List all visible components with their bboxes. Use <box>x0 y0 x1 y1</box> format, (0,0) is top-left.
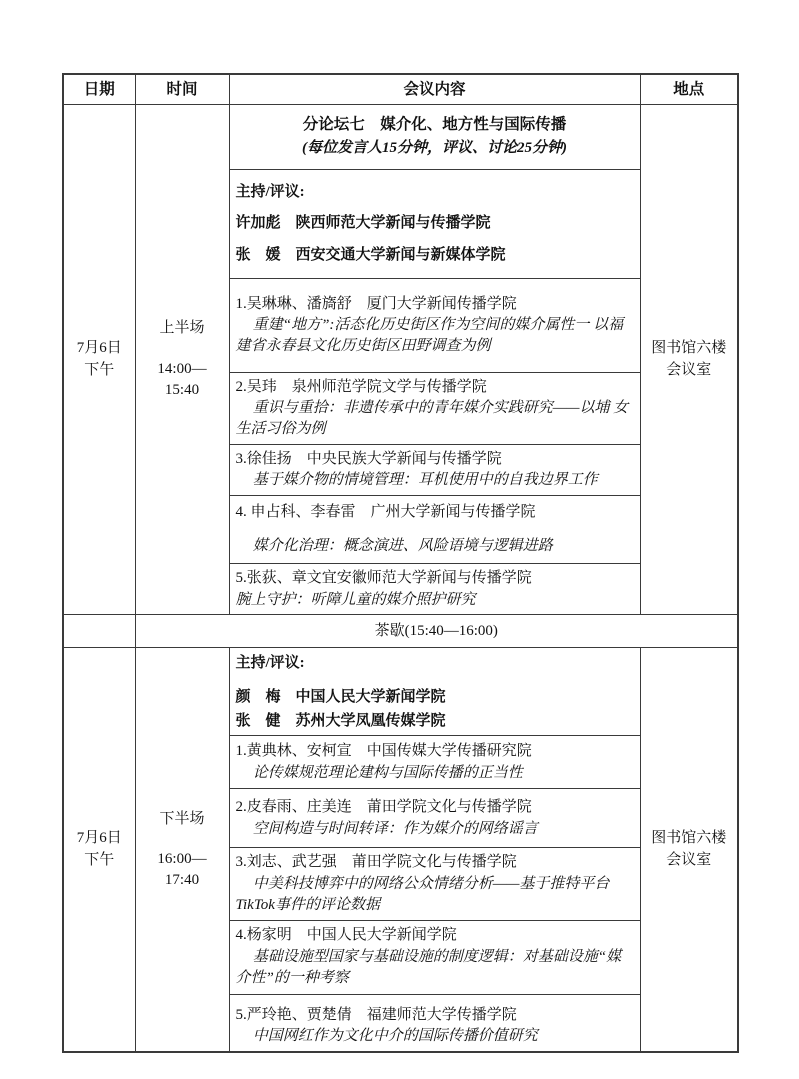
session1-item3-cell <box>229 444 640 495</box>
item-title: 空间构造与时间转译：作为媒介的网络谣言 <box>252 820 538 837</box>
session2-item5-cell <box>229 994 640 1052</box>
session2-item3-cell <box>229 848 640 920</box>
session2-item1-cell <box>229 736 640 789</box>
chair-line: 张 媛 西安交通大学新闻与新媒体学院 <box>235 246 506 263</box>
item-title: 基于媒介物的情境管理：耳机使用中的自我边界工作 <box>252 472 598 489</box>
session2-chair-row <box>63 648 738 736</box>
chair-line: 许加彪 陕西师范大学新闻与传播学院 <box>235 215 491 232</box>
chair-line: 张 健 苏州大学凤凰传媒学院 <box>235 712 446 729</box>
session1-time-cell <box>135 104 229 615</box>
item-authors: 1.黄典林、安柯宣 中国传媒大学传播研究院 <box>235 743 532 760</box>
col-header-location: 地点 <box>640 74 738 104</box>
session2-location-line1: 图书馆六楼 <box>651 830 727 847</box>
session1-item2-cell <box>229 372 640 444</box>
item-authors: 2.吴玮 泉州师范学院文学与传播学院 <box>235 378 487 395</box>
session2-date-line1: 7月6日 <box>76 830 122 847</box>
item-authors: 4. 申占科、李春雷 广州大学新闻与传播学院 <box>235 504 536 521</box>
tea-break-row <box>63 615 738 648</box>
chair-label: 主持/评议: <box>235 183 305 200</box>
conference-schedule-table <box>62 73 739 1053</box>
forum-title-cell <box>229 104 640 169</box>
session1-item4-cell <box>229 496 640 564</box>
item-authors: 4.杨家明 中国人民大学新闻学院 <box>235 927 457 944</box>
item-title: 论传媒规范理论建构与国际传播的正当性 <box>252 764 523 781</box>
col-header-time: 时间 <box>135 74 229 104</box>
session2-item2-cell <box>229 789 640 848</box>
item-title: 媒介化治理：概念演进、风险语境与逻辑进路 <box>252 538 553 554</box>
item-title: 重识与重拾：非遗传承中的青年媒介实践研究——以埔 女生活习俗为例 <box>235 400 629 437</box>
chair-label: 主持/评议: <box>235 655 305 672</box>
session2-time-range: 16:00—17:40 <box>157 851 207 888</box>
item-title: 基础设施型国家与基础设施的制度逻辑：对基础设施“媒 介性”的一种考察 <box>235 949 622 986</box>
item-title: 中国网红作为文化中介的国际传播价值研究 <box>252 1028 538 1045</box>
item-title: 腕上守护：听障儿童的媒介照护研究 <box>235 591 476 608</box>
session1-location-line1: 图书馆六楼 <box>651 340 727 357</box>
forum-title-row <box>63 104 738 169</box>
item-authors: 5.张荻、章文宜安徽师范大学新闻与传播学院 <box>235 570 532 586</box>
forum-subtitle: (每位发言人15分钟，评议、讨论25分钟) <box>302 140 567 157</box>
header-row <box>63 74 738 104</box>
session2-date-cell <box>63 648 135 1052</box>
item-title: 中美科技博弈中的网络公众情绪分析——基于推特平台 TikTok事件的评论数据 <box>235 876 610 913</box>
col-header-content: 会议内容 <box>229 74 640 104</box>
session1-half-label: 上半场 <box>159 320 205 337</box>
col-header-date: 日期 <box>63 74 135 104</box>
session2-item4-cell <box>229 920 640 994</box>
session2-location-line2: 会议室 <box>666 852 712 869</box>
item-authors: 2.皮春雨、庄美连 莆田学院文化与传播学院 <box>235 799 532 816</box>
session2-time-cell <box>135 648 229 1052</box>
tea-break-cell: 茶歇(15:40—16:00) <box>135 615 738 648</box>
session1-date-cell <box>63 104 135 615</box>
session1-date-line1: 7月6日 <box>76 340 122 357</box>
session2-date-line2: 下午 <box>84 852 115 869</box>
session2-half-label: 下半场 <box>159 810 205 827</box>
forum-title: 分论坛七 媒介化、地方性与国际传播 <box>302 115 567 133</box>
item-authors: 1.吴琳琳、潘旖舒 厦门大学新闻传播学院 <box>235 295 517 312</box>
item-authors: 3.刘志、武艺强 莆田学院文化与传播学院 <box>235 854 517 871</box>
session1-chair-cell <box>229 169 640 278</box>
session1-location-cell <box>640 104 738 615</box>
session1-date-line2: 下午 <box>84 361 115 378</box>
item-authors: 5.严玲艳、贾楚倩 福建师范大学传播学院 <box>235 1006 517 1023</box>
tea-break-empty-cell <box>63 615 135 648</box>
session2-location-cell <box>640 648 738 1052</box>
session1-location-line2: 会议室 <box>666 361 712 378</box>
item-title: 重建“地方”:活态化历史街区作为空间的媒介属性一 以福建省永春县文化历史街区田野调查为例 <box>235 317 624 354</box>
item-authors: 3.徐佳扬 中央民族大学新闻与传播学院 <box>235 450 502 467</box>
session1-time-range: 14:00—15:40 <box>157 361 207 398</box>
session2-chair-cell <box>229 648 640 736</box>
session1-item5-cell <box>229 564 640 615</box>
session1-item1-cell <box>229 278 640 372</box>
chair-line: 颜 梅 中国人民大学新闻学院 <box>235 689 446 706</box>
